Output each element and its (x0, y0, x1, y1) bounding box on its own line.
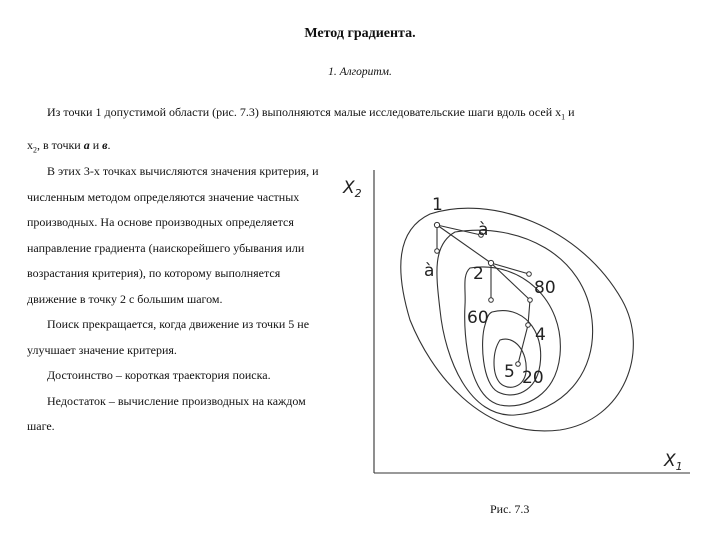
paragraph-advantage: Достоинство – короткая траектория поиска. (47, 368, 271, 382)
point-1-marker (434, 222, 439, 227)
point-5-marker (516, 362, 521, 367)
path-3-to-4 (528, 300, 530, 325)
axis-x-label: $X_1$ (664, 451, 683, 473)
label-contour-80: 80 (534, 278, 556, 298)
intro-paragraph (27, 98, 697, 165)
paragraph-gradient: В этих 3-х точках вычисляются значения критерия, и численным методом определяются значение частных производных. На основе производных определяется направление градиента (наискорейшего убывания или возрастания критерия), по которому выполняется движение в точку 2 с большим шагом. (27, 164, 319, 306)
paragraph-stop: Поиск прекращается, когда движение из точки 5 не улучшает значение критерия. (27, 317, 310, 357)
point-3-marker (528, 298, 533, 303)
label-point-2: 2 (473, 264, 484, 284)
intro-text-3: x (27, 138, 33, 153)
point-4-marker (526, 323, 531, 328)
point-2-marker (488, 260, 493, 265)
intro-text-2: и (565, 105, 575, 119)
point-2-below-marker (489, 298, 494, 303)
intro-sub-2: 2 (33, 145, 37, 155)
intro-text-4: , в точки (37, 138, 84, 153)
label-point-a-below: à (424, 261, 435, 281)
intro-point-a: а (83, 138, 90, 153)
contour-80 (437, 230, 593, 415)
contour-outer (401, 208, 634, 431)
intro-and: и (89, 138, 103, 153)
intro-sub-1: 1 (561, 112, 566, 122)
label-point-a-right: à (478, 220, 489, 240)
paragraph-disadvantage: Недостаток – вычисление производных на каждом шаге. (27, 393, 306, 433)
point-2-right-marker (527, 272, 532, 277)
label-point-4: 4 (535, 325, 546, 345)
path-4-to-5 (518, 325, 528, 364)
axis-y-label: $X_2$ (343, 178, 362, 200)
point-a-below-marker (435, 249, 440, 254)
figure-7-3 (330, 165, 700, 485)
label-point-1: 1 (432, 195, 443, 215)
page-title: Метод градиента. (304, 26, 416, 41)
figure-caption: Рис. 7.3 (490, 502, 530, 516)
intro-text-1: Из точки 1 допустимой области (рис. 7.3) выполняются малые исследовательские шаги вдоль осей x (47, 105, 562, 119)
intro-point-b: в (102, 138, 108, 153)
label-contour-60: 60 (467, 308, 489, 328)
left-column-text (27, 159, 327, 440)
label-point-5: 5 (504, 362, 515, 382)
section-subtitle: 1. Алгоритм. (328, 66, 392, 78)
label-contour-20: 20 (522, 368, 544, 388)
intro-end: . (107, 138, 111, 153)
